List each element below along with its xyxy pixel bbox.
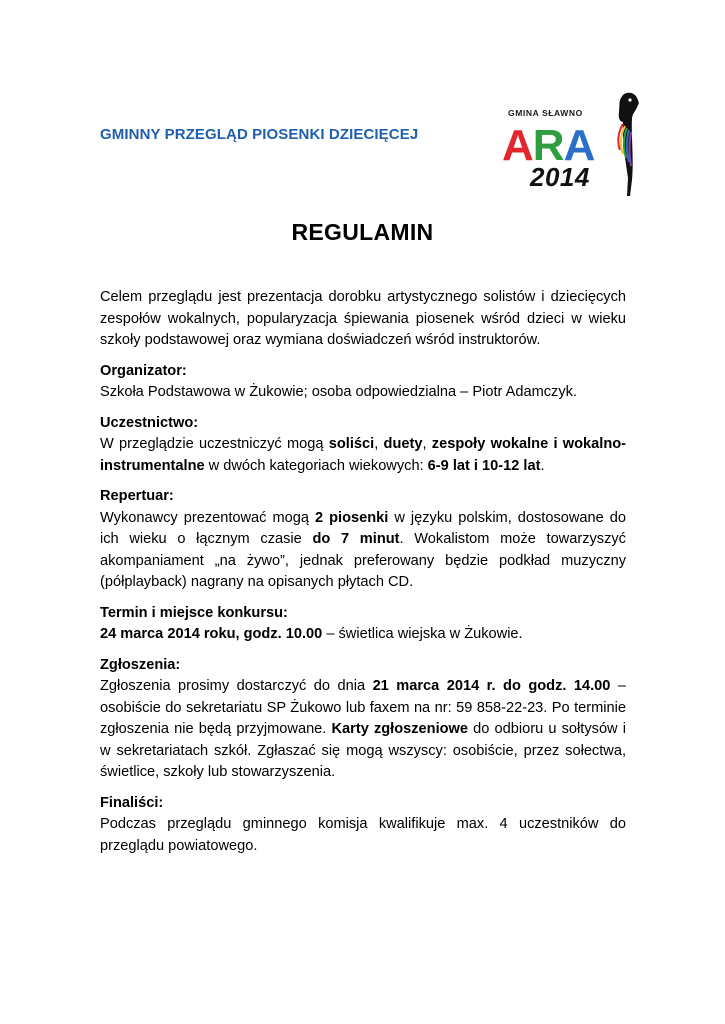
logo-gmina-text: GMINA SŁAWNO bbox=[508, 108, 583, 118]
intro-paragraph: Celem przeglądu jest prezentacja dorobku artystycznego solistów i dziecięcych zespołów wokalnych, popularyzacja śpiewania piosenek wśród dzieci w wieku szkoły podstawowej oraz wymiana doświadczeń wśród instruktorów. bbox=[100, 289, 626, 348]
section-date-place bbox=[100, 603, 626, 646]
bold-run: duety bbox=[383, 436, 423, 452]
logo-year: 2014 bbox=[530, 162, 590, 192]
logo-letter-r: R bbox=[532, 121, 564, 170]
regulations-body bbox=[100, 287, 626, 857]
text-run: Zgłoszenia prosimy dostarczyć do dnia bbox=[100, 678, 373, 694]
text-run: do odbioru u sołtysów i w sekretariatach szkół. Zgłaszać się mogą wszyscy: osobiście, przez sołectwa, świetlice, szkoły lub stowarzyszenia. bbox=[100, 721, 626, 780]
text-run: – świetlica wiejska w Żukowie. bbox=[322, 626, 523, 642]
section-text: Szkoła Podstawowa w Żukowie; osoba odpowiedzialna – Piotr Adamczyk. bbox=[100, 384, 577, 400]
document-title: REGULAMIN bbox=[291, 219, 434, 245]
text-run: . bbox=[540, 457, 545, 474]
bold-run: 2 piosenki bbox=[315, 509, 389, 526]
logo-letter-a1: A bbox=[502, 121, 533, 170]
section-text bbox=[100, 434, 626, 477]
text-run: – osobiście do sekretariatu SP Żukowo lub faxem na nr: 59 858-22-23. Po terminie zgłoszenia nie będą przyjmowane. bbox=[100, 678, 627, 737]
bold-run: Karty zgłoszeniowe bbox=[331, 721, 469, 737]
section-repertoire bbox=[100, 486, 626, 594]
text-run: w dwóch kategoriach wiekowych: bbox=[204, 457, 428, 474]
section-heading: Uczestnictwo: bbox=[100, 414, 199, 431]
bold-run: 6-9 lat i 10-12 lat bbox=[427, 457, 541, 474]
bold-run: 21 marca 2014 r. do godz. 14.00 bbox=[372, 678, 611, 694]
section-heading: Repertuar: bbox=[100, 488, 174, 504]
section-text: Podczas przeglądu gminnego komisja kwalifikuje max. 4 uczestników do przeglądu powiatowego. bbox=[100, 816, 626, 854]
section-text bbox=[100, 676, 626, 784]
section-participation bbox=[100, 413, 626, 478]
text-run: , bbox=[374, 436, 384, 452]
bold-run: do 7 minut bbox=[312, 531, 400, 547]
text-run: w języku polskim, dostosowane do ich wieku o łącznym czasie bbox=[100, 509, 627, 547]
bold-run: soliści bbox=[328, 436, 375, 452]
parrot-icon bbox=[608, 88, 640, 198]
section-text bbox=[100, 508, 626, 594]
section-finalists bbox=[100, 793, 626, 858]
text-run: Wykonawcy prezentować mogą bbox=[100, 509, 315, 526]
section-organizer bbox=[100, 361, 626, 404]
section-heading: Finaliści: bbox=[100, 794, 164, 811]
ara-2014-logo bbox=[500, 88, 640, 198]
section-heading: Organizator: bbox=[100, 362, 187, 379]
text-run: . Wokalistom może towarzyszyć akompaniament „na żywo”, jednak preferowany będzie podkład muzyczny (półplayback) nagrany na opisanych płytach CD. bbox=[100, 531, 626, 590]
section-heading: Zgłoszenia: bbox=[100, 656, 181, 673]
bold-run: zespoły wokalne i wokalno-instrumentalne bbox=[100, 436, 627, 474]
section-text bbox=[100, 624, 626, 646]
bold-run: 24 marca 2014 roku, godz. 10.00 bbox=[100, 626, 323, 642]
section-heading: Termin i miejsce konkursu: bbox=[100, 604, 288, 621]
text-run: , bbox=[422, 436, 432, 452]
logo-letter-a2: A bbox=[563, 121, 595, 170]
event-title: GMINNY PRZEGLĄD PIOSENKI DZIECIĘCEJ bbox=[100, 126, 419, 143]
section-applications bbox=[100, 655, 626, 784]
text-run: W przeglądzie uczestniczyć mogą bbox=[100, 436, 329, 452]
